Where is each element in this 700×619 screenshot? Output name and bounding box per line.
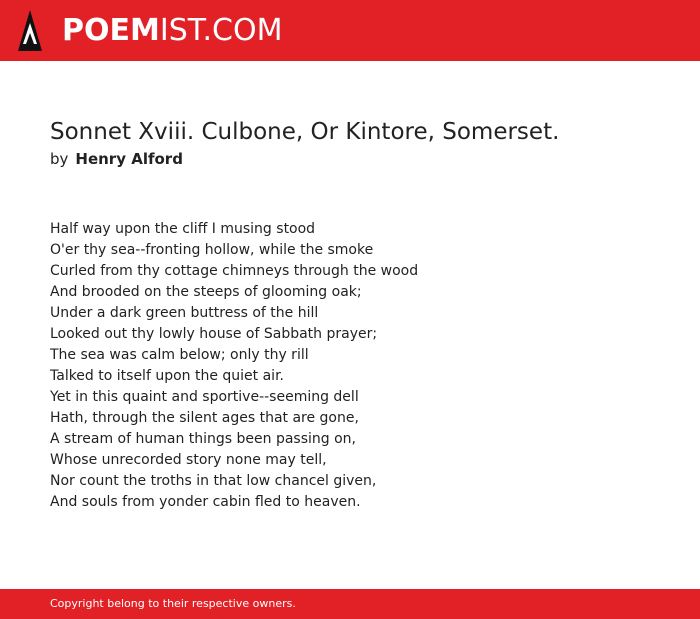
poem-title: Sonnet Xviii. Culbone, Or Kintore, Somerset. bbox=[50, 119, 560, 145]
pencil-tip-icon[interactable] bbox=[17, 9, 43, 52]
poem-line: Yet in this quaint and sportive--seeming dell bbox=[50, 389, 359, 405]
poem-line: A stream of human things been passing on, bbox=[50, 431, 357, 447]
copyright-text: Copyright belong to their respective owners. bbox=[50, 597, 296, 610]
poem-line: Under a dark green buttress of the hill bbox=[50, 305, 319, 321]
poem-line: Half way upon the cliff I musing stood bbox=[50, 221, 316, 237]
poem-line: And souls from yonder cabin fled to heaven. bbox=[50, 494, 361, 510]
poem-line: Hath, through the silent ages that are gone, bbox=[50, 410, 359, 426]
by-label: by bbox=[50, 150, 69, 168]
author-name: Henry Alford bbox=[75, 150, 183, 168]
poem-body bbox=[50, 219, 418, 513]
poem-line: O'er thy sea--fronting hollow, while the smoke bbox=[50, 242, 374, 258]
logo-brand-light: IST.COM bbox=[159, 13, 283, 48]
site-header bbox=[0, 0, 700, 61]
site-logo[interactable] bbox=[62, 12, 282, 50]
poem-line: And brooded on the steeps of glooming oak; bbox=[50, 284, 362, 300]
logo-brand-bold: POEM bbox=[62, 13, 160, 48]
poem-line: Curled from thy cottage chimneys through the wood bbox=[50, 263, 419, 279]
poem-line: Whose unrecorded story none may tell, bbox=[50, 452, 327, 468]
poem-line: Talked to itself upon the quiet air. bbox=[50, 368, 284, 384]
poem-line: Nor count the troths in that low chancel given, bbox=[50, 473, 377, 489]
poem-line: Looked out thy lowly house of Sabbath prayer; bbox=[50, 326, 378, 342]
byline bbox=[50, 149, 183, 169]
site-footer bbox=[0, 589, 700, 619]
poem-line: The sea was calm below; only thy rill bbox=[50, 347, 309, 363]
